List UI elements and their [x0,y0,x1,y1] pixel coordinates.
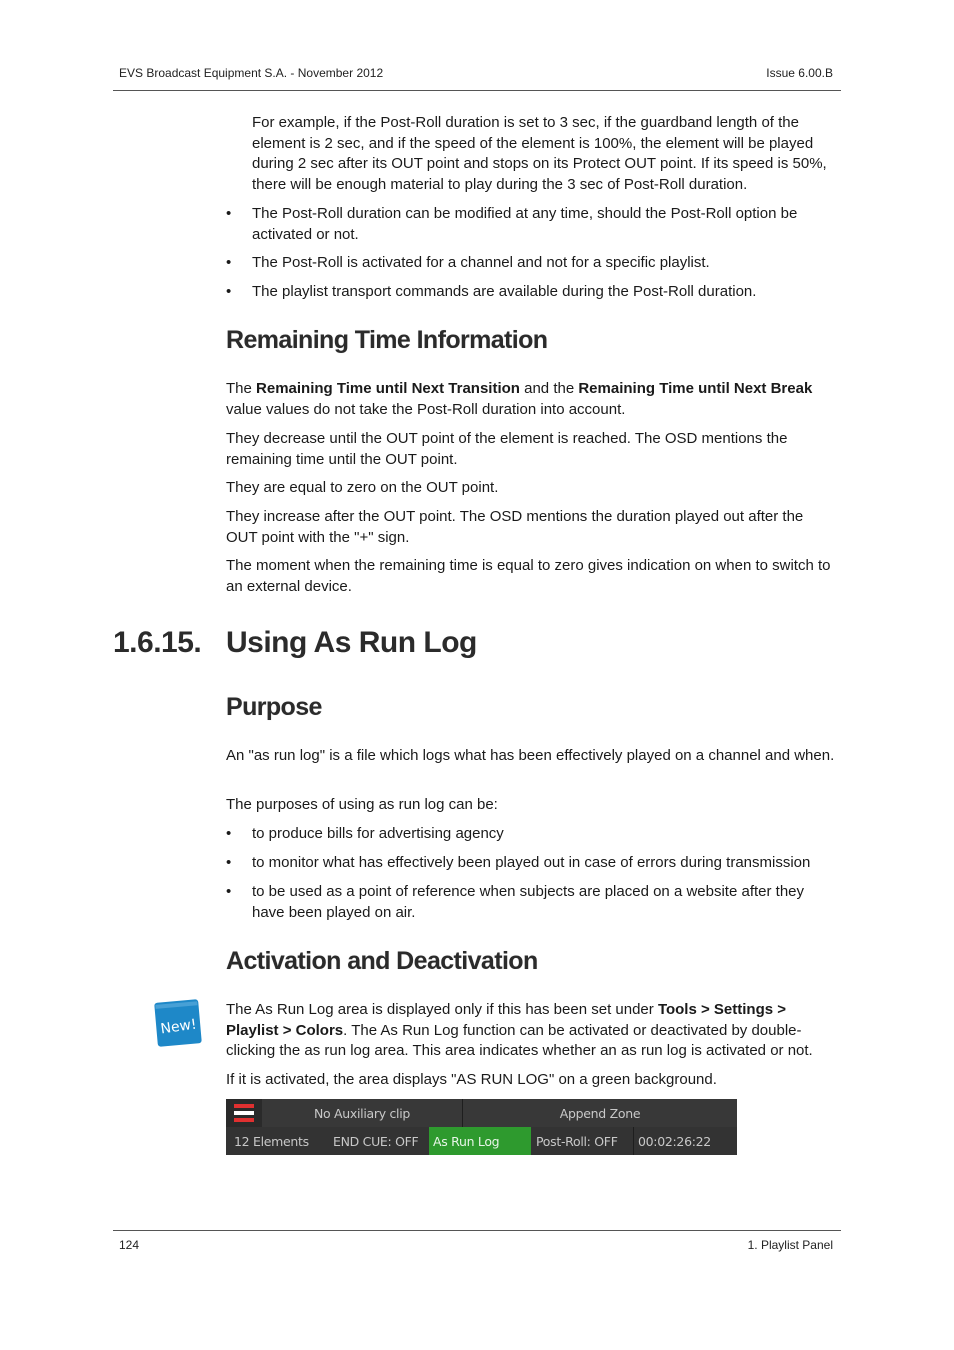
auxiliary-clip-area[interactable]: No Auxiliary clip [262,1099,462,1127]
section-heading-activation: Activation and Deactivation [226,947,538,975]
new-badge-icon [154,999,202,1047]
remaining-paragraph-5: The moment when the remaining time is equal to zero gives indication on when to switch to an external device. [226,557,831,595]
purpose-paragraph-2: The purposes of using as run log can be: [226,796,498,813]
intro-paragraph: For example, if the Post-Roll duration is set to 3 sec, if the guardband length of the element is 2 sec, and if the speed of the element is 100%, the element will be played during 2 sec after its OUT point and stops on its Protect OUT point. If its speed is 50%, there will be enough material to play during the 3 sec of Post-Roll duration. [252,114,827,193]
header-rule [113,90,841,91]
svg-text:New!: New! [159,1016,198,1038]
footer-section: 1. Playlist Panel [747,1238,833,1252]
playlist-status-bar [226,1099,737,1155]
as-run-log-area[interactable]: As Run Log [429,1127,531,1155]
end-cue-status[interactable]: END CUE: OFF [325,1127,429,1155]
chapter-number: 1.6.15. [113,626,202,659]
playlist-menu-icon[interactable] [226,1099,262,1127]
activation-paragraph-1: The As Run Log area is displayed only if this has been set under Tools > Settings > Playlist > Colors. The As Run Log function can be activated or deactivated by double-clicking the as run log area. This area indicates whether an as run log is activated or not. [226,1001,813,1059]
append-zone-area[interactable]: Append Zone [463,1099,737,1127]
section-heading-remaining: Remaining Time Information [226,326,548,354]
header-left: EVS Broadcast Equipment S.A. - November 2012 [119,66,384,80]
purpose-paragraph-1: An "as run log" is a file which logs what has been effectively played on a channel and when. [226,747,835,764]
remaining-paragraph-1: The Remaining Time until Next Transition and the Remaining Time until Next Break value values do not take the Post-Roll duration into account. [226,380,813,418]
header-right: Issue 6.00.B [766,66,833,80]
remaining-paragraph-3: They are equal to zero on the OUT point. [226,479,499,496]
elements-count: 12 Elements [226,1127,326,1155]
remaining-paragraph-4: They increase after the OUT point. The OSD mentions the duration played out after the OUT point with the "+" sign. [226,508,804,546]
chapter-title: Using As Run Log [226,626,477,659]
remaining-paragraph-2: They decrease until the OUT point of the element is reached. The OSD mentions the remaining time until the OUT point. [226,430,788,468]
post-roll-status[interactable]: Post-Roll: OFF [531,1127,633,1155]
activation-paragraph-2: If it is activated, the area displays "AS RUN LOG" on a green background. [226,1071,717,1088]
page-number: 124 [119,1238,140,1252]
section-heading-purpose: Purpose [226,693,322,721]
footer-rule [113,1230,841,1231]
timecode-display: 00:02:26:22 [634,1127,737,1155]
